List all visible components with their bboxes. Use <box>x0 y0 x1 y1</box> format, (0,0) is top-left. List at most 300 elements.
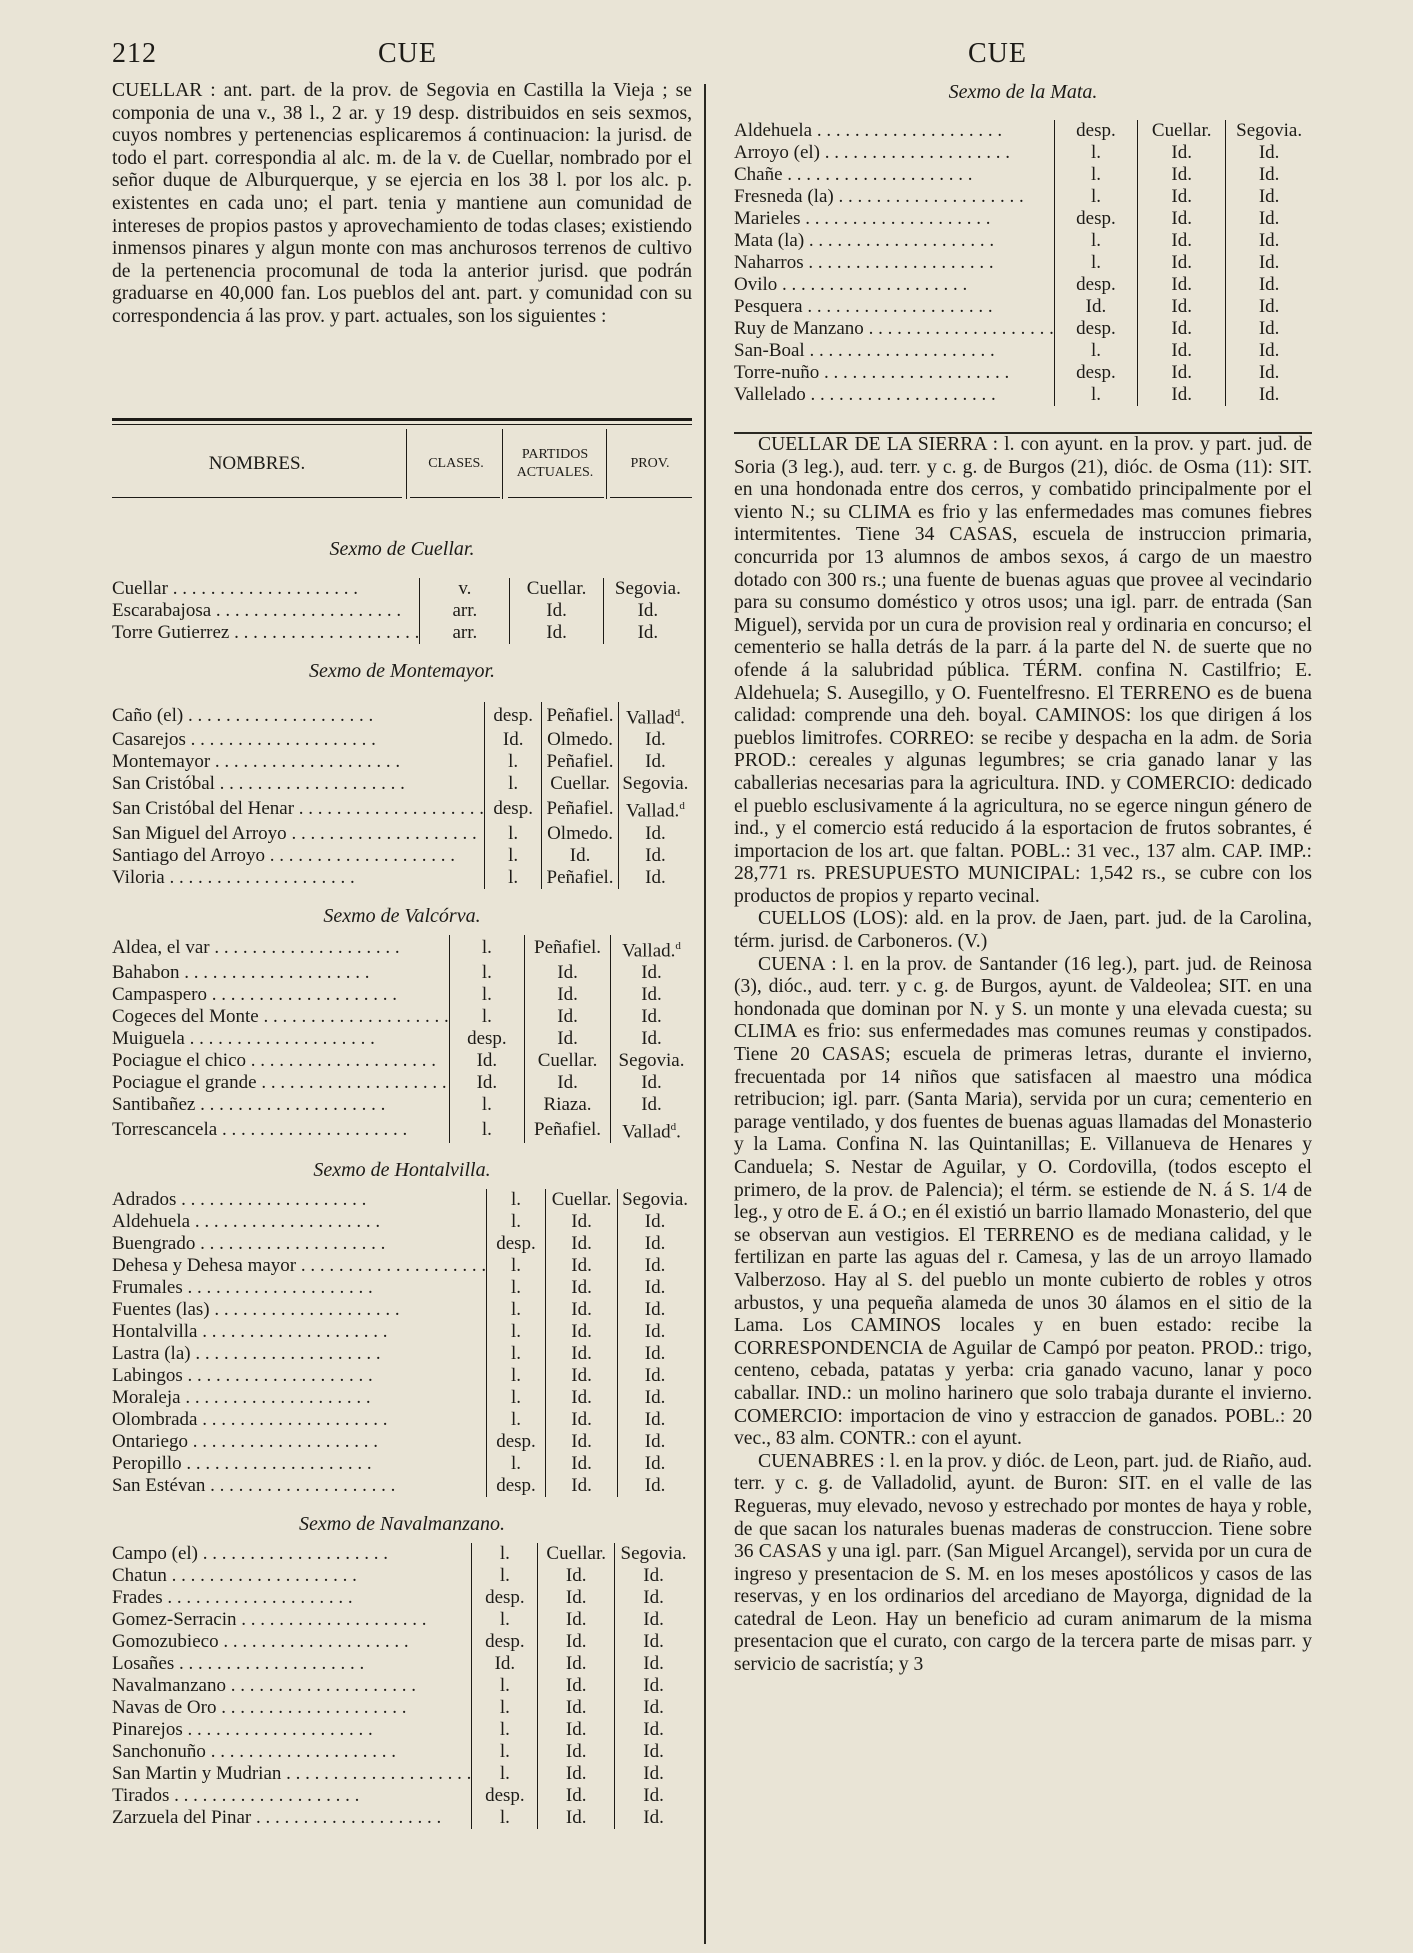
table-row <box>112 845 692 867</box>
table-row <box>112 1277 692 1299</box>
pueblo-name <box>112 1453 487 1475</box>
pueblo-partido: Id. <box>545 1387 617 1409</box>
pueblo-name-text: San Cristóbal <box>112 773 215 795</box>
col-head-sep <box>502 429 503 499</box>
pueblo-prov: Id. <box>1226 340 1312 362</box>
pueblo-name <box>734 120 1054 142</box>
leader-dots: . . . . . . . . . . . . . . . . . . . . <box>182 1365 373 1387</box>
entry-body: (LOS): ald. en la prov. de Jaen, part. jud. de la Carolina, térm. jurisd. de Carboneros. (V.) <box>734 908 1312 953</box>
pueblo-name <box>112 1631 472 1653</box>
pueblo-partido: Olmedo. <box>542 729 619 751</box>
pueblo-prov: Id. <box>1226 362 1312 384</box>
pueblo-name-text: Hontalvilla <box>112 1321 198 1343</box>
pueblo-prov: Id. <box>1226 186 1312 208</box>
pueblo-prov: Id. <box>615 1653 692 1675</box>
pueblo-name-text: Muiguela <box>112 1027 185 1049</box>
pueblo-name-text: Pociague el chico <box>112 1049 247 1071</box>
pueblo-partido: Id. <box>545 1365 617 1387</box>
leader-dots: . . . . . . . . . . . . . . . . . . . . <box>258 1005 449 1027</box>
pueblo-prov: Id. <box>618 1233 692 1255</box>
table-row <box>112 1807 692 1829</box>
pueblo-name-text: Navas de Oro <box>112 1697 217 1719</box>
table-row <box>734 186 1312 208</box>
pueblo-name-text: Adrados <box>112 1189 177 1211</box>
pueblo-prov: Id. <box>618 1255 692 1277</box>
pueblo-name-text: Navalmanzano <box>112 1675 226 1697</box>
pueblo-partido: Peñafiel. <box>525 1116 611 1143</box>
pueblo-name <box>734 384 1054 406</box>
running-head-left: CUE <box>378 38 437 69</box>
pueblo-partido: Peñafiel. <box>542 867 619 889</box>
table-row <box>112 1189 692 1211</box>
pueblo-partido: Id. <box>1138 296 1226 318</box>
pueblo-name <box>734 142 1054 164</box>
pueblo-clase: Id. <box>449 1050 524 1072</box>
pueblo-name <box>112 773 485 795</box>
pueblo-name <box>112 823 485 845</box>
table-row <box>112 622 692 644</box>
leader-dots: . . . . . . . . . . . . . . . . . . . . <box>819 362 1010 383</box>
pueblo-name-text: Naharros <box>734 252 804 273</box>
pueblo-name <box>112 622 420 644</box>
table-row <box>112 795 692 822</box>
table-row <box>112 1299 692 1321</box>
leader-dots: . . . . . . . . . . . . . . . . . . . . <box>229 622 420 643</box>
table-row <box>734 318 1312 340</box>
pueblo-prov: Id. <box>618 1409 692 1431</box>
pueblo-partido: Cuellar. <box>542 773 619 795</box>
pueblo-prov: Id. <box>618 1277 692 1299</box>
leader-dots: . . . . . . . . . . . . . . . . . . . . <box>190 1211 381 1233</box>
leader-dots: . . . . . . . . . . . . . . . . . . . . <box>265 844 456 866</box>
leader-dots: . . . . . . . . . . . . . . . . . . . . <box>236 1609 427 1631</box>
pueblo-name-text: Ovilo <box>734 274 778 295</box>
table-row <box>734 296 1312 318</box>
pueblo-clase: l. <box>487 1255 546 1277</box>
pueblo-prov: Segovia. <box>603 578 692 600</box>
leader-dots: . . . . . . . . . . . . . . . . . . . . <box>164 866 355 888</box>
table-row <box>734 142 1312 164</box>
leader-dots: . . . . . . . . . . . . . . . . . . . . <box>209 937 400 959</box>
dictionary-entry <box>734 954 1312 1451</box>
leader-dots: . . . . . . . . . . . . . . . . . . . . <box>198 1543 389 1565</box>
pueblo-partido: Id. <box>538 1697 615 1719</box>
leader-dots: . . . . . . . . . . . . . . . . . . . . <box>205 1741 396 1763</box>
col-head-partidos-line2: ACTUALES. <box>516 465 594 480</box>
leader-dots: . . . . . . . . . . . . . . . . . . . . <box>169 1785 360 1807</box>
table-row <box>112 962 692 984</box>
pueblo-partido: Id. <box>545 1233 617 1255</box>
pueblo-clase: l. <box>487 1365 546 1387</box>
pueblo-clase: l. <box>449 935 524 962</box>
table-row <box>112 702 692 729</box>
pueblo-prov: Segovia. <box>610 1050 692 1072</box>
pueblo-clase: l. <box>485 773 542 795</box>
pueblo-name <box>734 208 1054 230</box>
entry-headword: CUENA <box>758 953 825 975</box>
pueblo-clase: l. <box>472 1807 538 1829</box>
pueblo-name-text: Tirados <box>112 1785 170 1807</box>
pueblo-clase: l. <box>1054 186 1137 208</box>
pueblo-prov: Vallad$^d$. <box>618 702 692 729</box>
pueblo-partido: Id. <box>1138 208 1226 230</box>
pueblo-prov: Id. <box>1226 274 1312 296</box>
table-row <box>112 1050 692 1072</box>
table-row <box>112 1741 692 1763</box>
pueblo-name <box>112 729 485 751</box>
pueblo-name <box>112 1475 487 1497</box>
table-row <box>112 867 692 889</box>
pueblo-prov: Id. <box>610 962 692 984</box>
leader-dots: . . . . . . . . . . . . . . . . . . . . <box>805 384 996 405</box>
table-row <box>112 1653 692 1675</box>
entry-headword: CUELLOS <box>758 908 847 930</box>
pueblo-partido: Olmedo. <box>542 823 619 845</box>
leader-dots: . . . . . . . . . . . . . . . . . . . . <box>218 1631 409 1653</box>
pueblo-name <box>112 1587 472 1609</box>
pueblo-partido: Id. <box>525 1028 611 1050</box>
pueblo-partido: Id. <box>538 1675 615 1697</box>
table-row <box>734 362 1312 384</box>
pueblo-partido: Id. <box>545 1409 617 1431</box>
pueblo-name <box>112 1028 449 1050</box>
pueblo-prov: Id. <box>1226 164 1312 186</box>
pueblo-clase: desp. <box>1054 362 1137 384</box>
pueblo-name-text: Frades <box>112 1587 163 1609</box>
sexmo-title: Sexmo de Navalmanzano. <box>298 1513 506 1536</box>
table-row <box>112 1211 692 1233</box>
pueblo-clase: desp. <box>1054 318 1137 340</box>
pueblo-prov: Id. <box>618 1211 692 1233</box>
pueblo-name-text: Santibañez <box>112 1093 196 1115</box>
pueblo-name-text: San Cristóbal del Henar <box>112 797 295 819</box>
entry-body: : l. con ayunt. en la prov. y part. jud. de Soria (3 leg.), aud. terr. y c. g. de Burgos (21), dióc. de Osma (11): SIT. en una hondonada entre dos cerros, y combatido principalmente por el viento N.; su CLIMA es frio y las enfermedades mas comunes fiebres intermitentes. Tiene 34 CASAS, escuela de instruccion primaria, concurrida por 13 alumnos de ambos sexos, á cargo de un maestro dotado con 300 rs.; una fuente de buenas aguas que provee al vecindario para su consumo doméstico y otros usos; una igl. parr. de entrada (San Miguel), servida por un cura de provision real y ordinaria en concurso; el cementerio se halla detrás de la parr. á la parte del N. de suerte que no ofende á la salubridad pública. TÉRM. confina N. Castilfrio; E. Aldehuela; S. Ausegillo, y O. Fuentelfresno. El TERRENO es de buena calidad: comprende una deh. boyal. CAMINOS: los que dirigen á los pueblos limitrofes. CORREO: se recibe y despacha en la adm. de Soria PROD.: cereales y algunas legumbres; se cria ganado lanar y las caballerias necesarias para la agricultura. IND. y COMERCIO: dedicado el pueblo esclusivamente á la agricultura, no se egerce ningun género de ind., y el comercio está reducido á la esportacion de frutos sobrantes, é importacion de los art. que faltan. POBL.: 31 vec., 137 alm. CAP. IMP.: 28,771 rs. PRESUPUESTO MUNICIPAL: 1,542 rs., se cubre con los productos de propios y reparto vecinal. <box>734 434 1312 907</box>
pueblo-prov: Id. <box>1226 318 1312 340</box>
leader-dots: . . . . . . . . . . . . . . . . . . . . <box>833 186 1024 207</box>
column-divider <box>704 84 706 1944</box>
pueblo-name-text: Peropillo <box>112 1453 182 1475</box>
pueblo-prov: Id. <box>618 1475 692 1497</box>
table-row <box>112 1719 692 1741</box>
table-row <box>112 578 692 600</box>
pueblo-clase: l. <box>472 1719 538 1741</box>
pueblo-clase: desp. <box>472 1785 538 1807</box>
col-underline <box>112 497 402 498</box>
pueblo-name <box>734 252 1054 274</box>
pueblo-partido: Id. <box>538 1807 615 1829</box>
pueblo-name-text: Lastra (la) <box>112 1343 191 1365</box>
pueblo-name-text: Fuentes (las) <box>112 1299 210 1321</box>
pueblo-prov: Id. <box>615 1675 692 1697</box>
leader-dots: . . . . . . . . . . . . . . . . . . . . <box>185 729 376 751</box>
leader-dots: . . . . . . . . . . . . . . . . . . . . <box>180 1387 371 1409</box>
pueblo-partido: Id. <box>538 1741 615 1763</box>
pueblo-name-text: San Estévan <box>112 1475 206 1497</box>
leader-dots: . . . . . . . . . . . . . . . . . . . . <box>206 983 397 1005</box>
pueblo-prov: Id. <box>615 1741 692 1763</box>
table-row <box>734 384 1312 406</box>
pueblo-name-text: Labingos <box>112 1365 183 1387</box>
pueblo-name <box>112 1365 487 1387</box>
pueblo-prov: Id. <box>618 1321 692 1343</box>
pueblo-clase: l. <box>472 1741 538 1763</box>
pueblo-prov: Vallad.$^d$ <box>610 935 692 962</box>
pueblo-name <box>112 1675 472 1697</box>
pueblo-partido: Id. <box>545 1211 617 1233</box>
pueblo-clase: l. <box>1054 384 1137 406</box>
running-head-right: CUE <box>968 38 1027 69</box>
pueblo-clase: l. <box>472 1763 538 1785</box>
pueblo-clase: l. <box>485 867 542 889</box>
leader-dots: . . . . . . . . . . . . . . . . . . . . <box>205 1475 396 1497</box>
pueblo-partido: Riaza. <box>525 1094 611 1116</box>
leader-dots: . . . . . . . . . . . . . . . . . . . . <box>225 1675 416 1697</box>
pueblo-clase: l. <box>1054 340 1137 362</box>
pueblo-clase: l. <box>1054 230 1137 252</box>
pueblo-clase: arr. <box>420 622 510 644</box>
pueblo-clase: desp. <box>472 1631 538 1653</box>
table-row <box>734 120 1312 142</box>
pueblo-name-text: Ruy de Manzano <box>734 318 864 339</box>
pueblo-prov: Id. <box>618 1387 692 1409</box>
pueblo-prov: Id. <box>618 845 692 867</box>
pueblo-clase: Id. <box>472 1653 538 1675</box>
pueblo-partido: Id. <box>1138 186 1226 208</box>
pueblo-name <box>734 362 1054 384</box>
leader-dots: . . . . . . . . . . . . . . . . . . . . <box>251 1807 442 1829</box>
pueblo-partido: Id. <box>545 1453 617 1475</box>
pueblo-name <box>112 867 485 889</box>
table-row <box>112 1453 692 1475</box>
table-row <box>112 1072 692 1094</box>
pueblo-prov: Id. <box>610 984 692 1006</box>
pueblo-prov: Id. <box>618 751 692 773</box>
pueblo-name-text: Casarejos <box>112 729 186 751</box>
table-row <box>112 1255 692 1277</box>
pueblo-name-text: Dehesa y Dehesa mayor <box>112 1255 297 1277</box>
pueblo-name-text: Olombrada <box>112 1409 198 1431</box>
col-underline <box>410 497 500 498</box>
col-underline <box>610 497 692 498</box>
table-row <box>112 729 692 751</box>
pueblo-name-text: Pesquera <box>734 296 803 317</box>
pueblo-clase: desp. <box>449 1028 524 1050</box>
pueblo-partido: Id. <box>538 1587 615 1609</box>
table-row <box>112 751 692 773</box>
pueblo-name <box>112 1189 487 1211</box>
pueblo-prov: Id. <box>1226 296 1312 318</box>
leader-dots: . . . . . . . . . . . . . . . . . . . . <box>804 340 995 361</box>
pueblo-partido: Cuellar. <box>545 1189 617 1211</box>
table-row <box>112 1675 692 1697</box>
sexmo-table <box>112 935 692 1144</box>
leader-dots: . . . . . . . . . . . . . . . . . . . . <box>246 1049 437 1071</box>
pueblo-partido: Id. <box>1138 230 1226 252</box>
pueblo-name-text: Santiago del Arroyo <box>112 844 266 866</box>
leader-dots: . . . . . . . . . . . . . . . . . . . . <box>802 296 993 317</box>
pueblo-prov: Id. <box>615 1631 692 1653</box>
pueblo-name-text: Aldehuela <box>112 1211 191 1233</box>
pueblo-partido: Id. <box>1138 274 1226 296</box>
pueblo-name-text: San Miguel del Arroyo <box>112 822 287 844</box>
pueblo-name <box>112 1233 487 1255</box>
pueblo-name-text: Arroyo (el) <box>734 142 820 163</box>
table-row <box>734 230 1312 252</box>
leader-dots: . . . . . . . . . . . . . . . . . . . . <box>184 1027 375 1049</box>
pueblo-partido: Id. <box>525 1072 611 1094</box>
pueblo-name <box>112 935 449 962</box>
pueblo-clase: l. <box>487 1453 546 1475</box>
pueblo-name-text: Pociague el grande <box>112 1071 257 1093</box>
table-header-cells <box>112 425 692 503</box>
pueblo-prov: Id. <box>618 867 692 889</box>
table-row <box>734 274 1312 296</box>
pueblo-name-text: Caño (el) <box>112 704 184 726</box>
table-row <box>734 208 1312 230</box>
pueblo-partido: Cuellar. <box>510 578 603 600</box>
pueblo-name-text: Campo (el) <box>112 1543 199 1565</box>
pueblo-prov: Id. <box>1226 230 1312 252</box>
pueblo-clase: l. <box>485 823 542 845</box>
pueblo-clase: desp. <box>485 795 542 822</box>
pueblo-name-text: Cuellar <box>112 578 168 599</box>
pueblo-name <box>734 318 1054 340</box>
dictionary-entry <box>734 908 1312 953</box>
pueblo-name-text: Chañe <box>734 164 783 185</box>
pueblo-name <box>112 578 420 600</box>
pueblo-partido: Id. <box>1138 142 1226 164</box>
pueblo-clase: desp. <box>1054 208 1137 230</box>
pueblo-clase: arr. <box>420 600 510 622</box>
pueblo-partido: Id. <box>538 1719 615 1741</box>
table-row <box>112 1365 692 1387</box>
col-head-partidos <box>504 425 606 503</box>
pueblo-partido: Id. <box>1138 384 1226 406</box>
pueblo-clase: l. <box>449 1094 524 1116</box>
table-row <box>112 1028 692 1050</box>
table-row <box>112 1763 692 1785</box>
leader-dots: . . . . . . . . . . . . . . . . . . . . <box>286 822 477 844</box>
table-row <box>112 1431 692 1453</box>
col-head-partidos-line1: PARTIDOS <box>521 447 589 462</box>
leader-dots: . . . . . . . . . . . . . . . . . . . . <box>296 1255 487 1277</box>
leader-dots: . . . . . . . . . . . . . . . . . . . . <box>294 797 485 819</box>
leader-dots: . . . . . . . . . . . . . . . . . . . . <box>181 1453 372 1475</box>
pueblo-clase: l. <box>487 1387 546 1409</box>
pueblo-clase: desp. <box>487 1475 546 1497</box>
pueblo-partido: Id. <box>545 1277 617 1299</box>
pueblo-name <box>112 702 485 729</box>
intro-paragraph: CUELLAR : ant. part. de la prov. de Segovia en Castilla la Vieja ; se componia de una v., 38 l., 2 ar. y 19 desp. distribuidos en seis sexmos, cuyos nombres y pertenencias esplicaremos á continuacion: la jurisd. de todo el part. correspondia al alc. m. de la v. de Cuellar, nombrado por el señor duque de Alburquerque, y se ejercia en los 38 l. por los alc. p. existentes en cada uno; el part. tenia y mantiene aun comunidad de intereses de propios pastos y aprovechamiento de todas clases; existiendo inmensos pinares y algun monte con mas anchurosos terrenos de cultivo de la pertenencia procomunal de toda la anterior jurisd. que podrán graduarse en 40,000 fan. Los pueblos del ant. part. y comunidad con su correspondencia á las prov. y part. actuales, son los siguientes : <box>112 80 692 327</box>
pueblo-name <box>112 1609 472 1631</box>
table-row <box>112 1631 692 1653</box>
leader-dots: . . . . . . . . . . . . . . . . . . . . <box>863 318 1054 339</box>
pueblo-prov: Id. <box>1226 384 1312 406</box>
sexmo-table <box>112 1189 692 1497</box>
pueblo-partido: Id. <box>545 1431 617 1453</box>
pueblo-name-text: Vallelado <box>734 384 806 405</box>
pueblo-prov: Id. <box>615 1719 692 1741</box>
leader-dots: . . . . . . . . . . . . . . . . . . . . <box>217 1118 408 1140</box>
pueblo-partido: Id. <box>525 1006 611 1028</box>
table-row <box>734 252 1312 274</box>
pueblo-name-text: Gomozubieco <box>112 1631 219 1653</box>
pueblo-prov: Id. <box>1226 208 1312 230</box>
table-row <box>112 984 692 1006</box>
header-rule-thick <box>112 418 692 421</box>
pueblo-name <box>112 1094 449 1116</box>
table-row <box>112 1565 692 1587</box>
pueblo-partido: Peñafiel. <box>542 751 619 773</box>
leader-dots: . . . . . . . . . . . . . . . . . . . . <box>167 578 358 599</box>
pueblo-prov: Id. <box>618 729 692 751</box>
pueblo-partido: Id. <box>545 1475 617 1497</box>
pueblo-partido: Id. <box>538 1609 615 1631</box>
col-underline <box>508 497 604 498</box>
pueblo-clase: l. <box>472 1697 538 1719</box>
pueblo-prov: Segovia. <box>1226 120 1312 142</box>
pueblo-clase: desp. <box>485 702 542 729</box>
table-row <box>112 935 692 962</box>
pueblo-name <box>112 600 420 622</box>
pueblo-name <box>734 230 1054 252</box>
col-head-nombres: NOMBRES. <box>208 453 306 474</box>
table-row <box>112 1321 692 1343</box>
pueblo-name-text: Sanchonuño <box>112 1741 206 1763</box>
leader-dots: . . . . . . . . . . . . . . . . . . . . <box>281 1763 472 1785</box>
pueblo-name-text: Ontariego <box>112 1431 188 1453</box>
table-row <box>112 1006 692 1028</box>
sexmo-title: Sexmo de Hontalvilla. <box>313 1159 491 1182</box>
pueblo-partido: Id. <box>538 1631 615 1653</box>
pueblo-clase: l. <box>487 1409 546 1431</box>
pueblo-name-text: Losañes <box>112 1653 175 1675</box>
leader-dots: . . . . . . . . . . . . . . . . . . . . <box>197 1409 388 1431</box>
pueblo-prov: Vallad$^d$. <box>610 1116 692 1143</box>
pueblo-clase: Id. <box>485 729 542 751</box>
pueblo-clase: Id. <box>1054 296 1137 318</box>
pueblo-name <box>734 274 1054 296</box>
pueblo-name-text: Mata (la) <box>734 230 805 251</box>
pueblo-name <box>112 1072 449 1094</box>
pueblo-name <box>112 1719 472 1741</box>
pueblo-prov: Id. <box>618 1365 692 1387</box>
pueblo-name <box>112 1006 449 1028</box>
pueblo-clase: l. <box>487 1189 546 1211</box>
leader-dots: . . . . . . . . . . . . . . . . . . . . <box>190 1343 381 1365</box>
pueblo-clase: l. <box>487 1277 546 1299</box>
col-head-clases: CLASES. <box>428 456 484 471</box>
pueblo-partido: Peñafiel. <box>542 702 619 729</box>
entry-body: : l. en la prov. y dióc. de Leon, part. jud. de Riaño, aud. terr. y c. g. de Valladolid, ayunt. de Buron: SIT. en el valle de las Regueras, muy elevado, nevoso y estrechado por montes de haya y roble, de que sacan los naturales buenas maderas de construccion. Tiene sobre 36 CASAS y una igl. parr. (San Miguel Arcangel), servida por un cura de ingreso y presentacion de S. M. en los meses apostólicos y casos de las reservas, y en los ordinarios del arcediano de Mayorga, dignidad de la catedral de Leon. Hay un beneficio ad curam animarum de la misma presentacion que el curato, con cargo de la tercera parte de misas parr. y servicio de sacristía; y 3 <box>734 1450 1312 1676</box>
pueblo-clase: Id. <box>449 1072 524 1094</box>
pueblo-name-text: Escarabajosa <box>112 600 212 621</box>
pueblo-clase: desp. <box>487 1233 546 1255</box>
pueblo-name <box>112 1543 472 1565</box>
pueblo-clase: desp. <box>487 1431 546 1453</box>
pueblo-name <box>112 1211 487 1233</box>
pueblo-name-text: Bahabon <box>112 961 180 983</box>
pueblo-name <box>734 340 1054 362</box>
pueblo-name-text: San Martin y Mudrian <box>112 1763 282 1785</box>
leader-dots: . . . . . . . . . . . . . . . . . . . . <box>782 164 973 185</box>
leader-dots: . . . . . . . . . . . . . . . . . . . . <box>800 208 991 229</box>
leader-dots: . . . . . . . . . . . . . . . . . . . . <box>187 1431 378 1453</box>
pueblo-partido: Id. <box>1138 340 1226 362</box>
pueblo-name <box>734 186 1054 208</box>
pueblo-prov: Id. <box>1226 252 1312 274</box>
dictionary-entry <box>734 1451 1312 1677</box>
